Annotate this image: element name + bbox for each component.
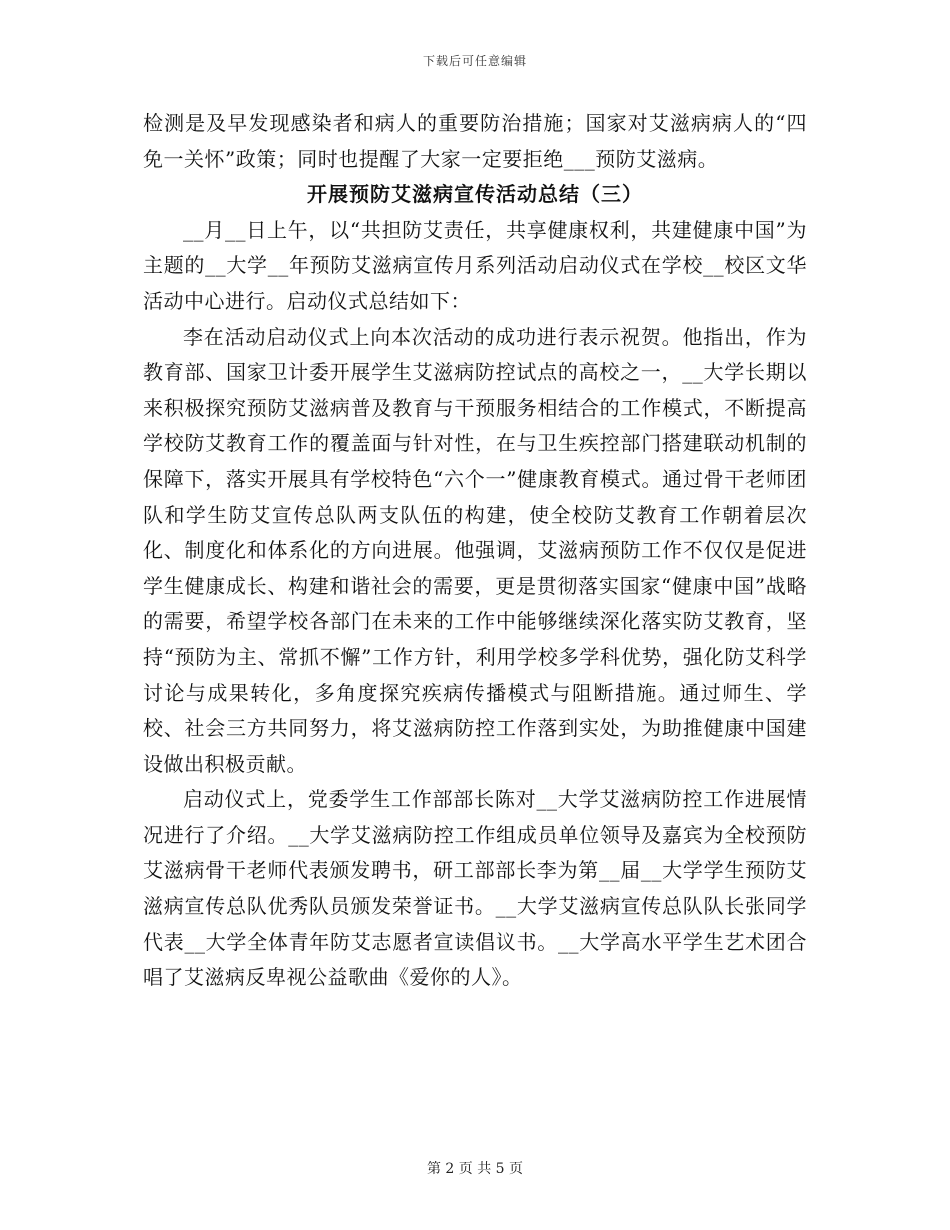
paragraph-ceremony: 启动仪式上，党委学生工作部部长陈对__大学艾滋病防控工作进展情况进行了介绍。__大学艾滋病防控工作组成员单位领导及嘉宾为全校预防艾滋病骨干老师代表颁发聘书，研工部部长李为第__届__大学学生预防艾滋病宣传总队优秀队员颁发荣誉证书。__大学艾滋病宣传总队队长张同学代表__大学全体青年防艾志愿者宣读倡议书。__大学高水平学生艺术团合唱了艾滋病反卑视公益歌曲《爱你的人》。: [143, 787, 807, 990]
page-footer: 第 2 页 共 5 页: [426, 1161, 524, 1177]
paragraph-continuation: 检测是及早发现感染者和病人的重要防治措施；国家对艾滋病病人的“四免一关怀”政策；同时也提醒了大家一定要拒绝___预防艾滋病。: [143, 111, 807, 171]
paragraph-speech: 李在活动启动仪式上向本次活动的成功进行表示祝贺。他指出，作为教育部、国家卫计委开展学生艾滋病防控试点的高校之一，__大学长期以来积极探究预防艾滋病普及教育与干预服务相结合的工作模式，不断提高学校防艾教育工作的覆盖面与针对性，在与卫生疾控部门搭建联动机制的保障下，落实开展具有学校特色“六个一”健康教育模式。通过骨干老师团队和学生防艾宣传总队两支队伍的构建，使全校防艾教育工作朝着层次化、制度化和体系化的方向进展。他强调，艾滋病预防工作不仅仅是促进学生健康成长、构建和谐社会的需要，更是贯彻落实国家“健康中国”战略的需要，希望学校各部门在未来的工作中能够继续深化落实防艾教育，坚持“预防为主、常抓不懈”工作方针，利用学校多学科优势，强化防艾科学讨论与成果转化，多角度探究疾病传播模式与阻断措施。通过师生、学校、社会三方共同努力，将艾滋病防控工作落到实处，为助推健康中国建设做出积极贡献。: [143, 324, 807, 776]
section-title: 开展预防艾滋病宣传活动总结（三）: [307, 182, 643, 207]
document-body: [143, 106, 807, 996]
paragraph-intro: __月__日上午，以“共担防艾责任，共享健康权利，共建健康中国”为主题的__大学__年预防艾滋病宣传月系列活动启动仪式在学校__校区文华活动中心进行。启动仪式总结如下：: [143, 217, 807, 313]
page-header: 下载后可任意编辑: [422, 54, 527, 68]
